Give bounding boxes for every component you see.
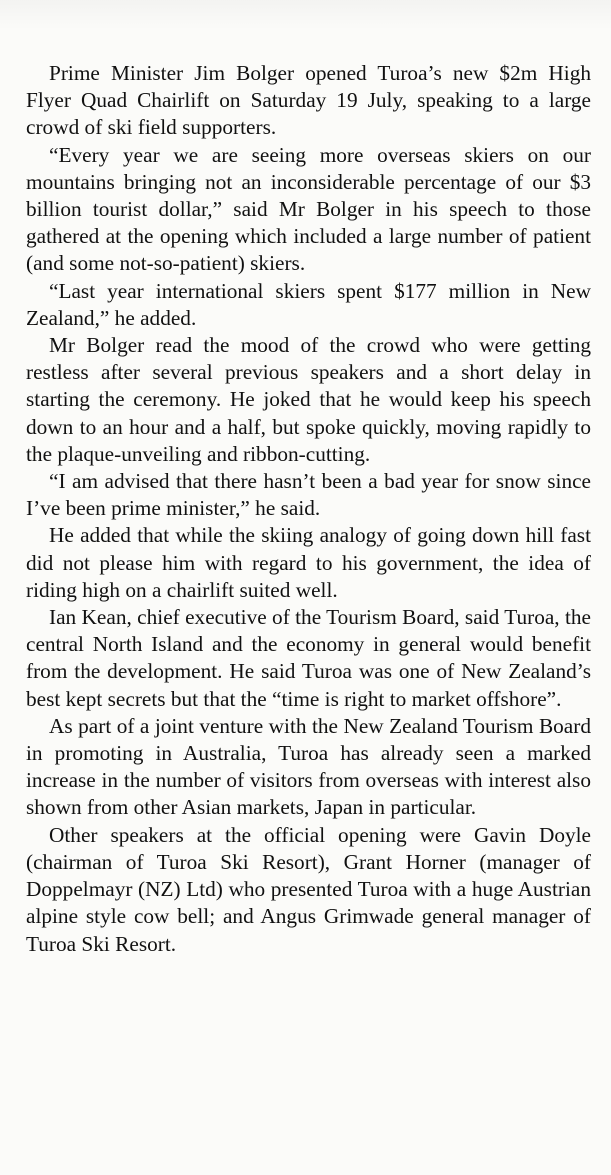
paragraph-snow-quote: “I am advised that there hasn’t been a bad year for snow since I’ve been prime minister,” he said. — [26, 469, 591, 521]
paragraph-analogy: He added that while the skiing analogy of going down hill fast did not please him with regard to his government, the idea of riding high on a chairlift suited well. — [26, 523, 591, 602]
paragraph-crowd-mood: Mr Bolger read the mood of the crowd who were getting restless after several previous speakers and a short delay in starting the ceremony. He joked that he would keep his speech down to an hour and a half, but spoke quickly, moving rapidly to the plaque-unveiling and ribbon-cutting. — [26, 333, 591, 466]
paragraph-other-speakers: Other speakers at the official opening were Gavin Doyle (chairman of Turoa Ski Resort), Grant Horner (manager of Doppelmayr (NZ) Ltd) who presented Turoa with a huge Austrian alpine style cow bell; and Angus Grimwade general manager of Turoa Ski Resort. — [26, 822, 591, 956]
scan-edge — [0, 0, 611, 30]
paragraph-opening: Prime Minister Jim Bolger opened Turoa’s new $2m High Flyer Quad Chairlift on Saturday 19 July, speaking to a large crowd of ski field supporters. — [26, 61, 591, 140]
paragraph-skier-spending: “Last year international skiers spent $177 million in New Zealand,” he added. — [26, 278, 591, 330]
paragraph-ian-kean: Ian Kean, chief executive of the Tourism Board, said Turoa, the central North Island and the economy in general would benefit from the development. He said Turoa was one of New Zealand’s best kept secrets but that the “time is right to market offshore”. — [26, 605, 591, 711]
article-body — [26, 60, 591, 958]
document-page — [26, 60, 591, 958]
paragraph-joint-venture: As part of a joint venture with the New Zealand Tourism Board in promoting in Australia, Turoa has already seen a marked increase in the number of visitors from overseas with interest also shown from other Asian markets, Japan in particular. — [26, 713, 591, 820]
paragraph-bolger-quote: “Every year we are seeing more overseas skiers on our mountains bringing not an inconsiderable percentage of our $3 billion tourist dollar,” said Mr Bolger in his speech to those gathered at the opening which included a large number of patient (and some not-so-patient) skiers. — [26, 142, 591, 276]
